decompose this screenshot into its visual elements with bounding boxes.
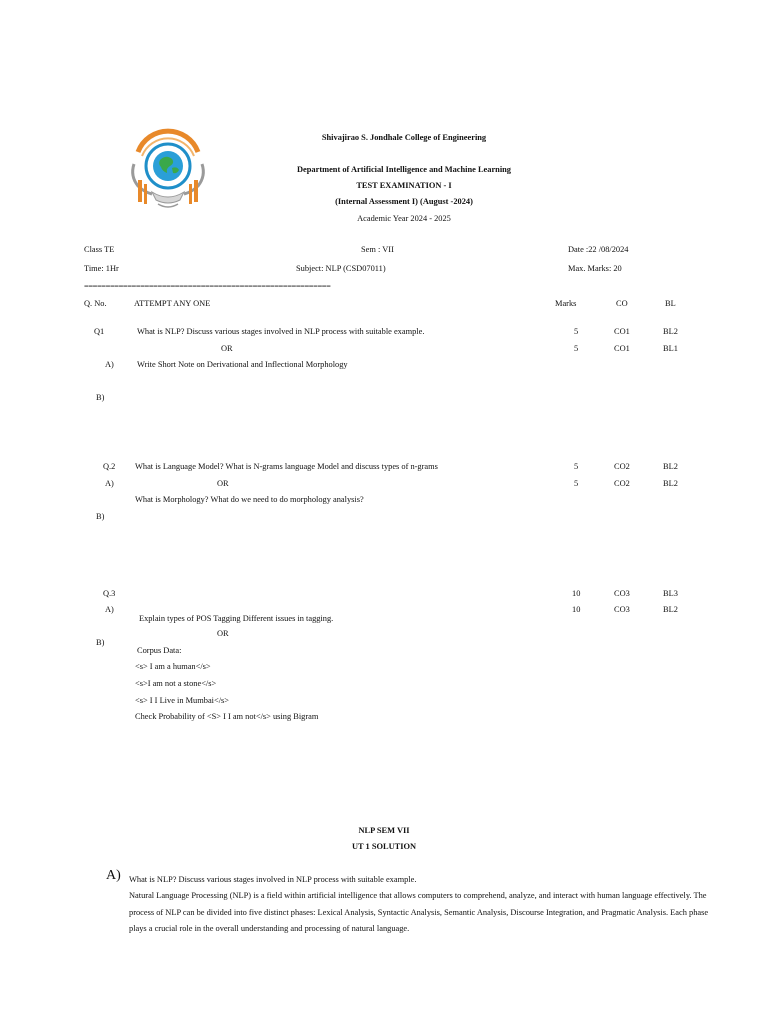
academic-year: Academic Year 2024 - 2025 [357, 214, 451, 223]
solution-subtitle: UT 1 SOLUTION [351, 842, 417, 851]
marks-header: Marks [555, 299, 577, 308]
instruction-header: ATTEMPT ANY ONE [134, 299, 211, 308]
solution-paragraph-line: process of NLP can be divided into five distinct phases: Lexical Analysis, Syntactic Analysis, Semantic Analysis, Discourse Integration, and Pragmatic Analysis. Each phase [129, 908, 709, 917]
q1-a-co: CO1 [614, 327, 630, 336]
co-header: CO [616, 299, 628, 308]
q2-b-co: CO2 [614, 479, 630, 488]
subject-label: Subject: NLP (CSD07011) [296, 264, 386, 273]
q1-a-marks: 5 [574, 327, 579, 336]
q3-or: OR [217, 629, 229, 638]
q1-b-text: Write Short Note on Derivational and Inflectional Morphology [137, 360, 348, 369]
bl-header: BL [665, 299, 676, 308]
q2-a-label: A) [105, 479, 114, 488]
q2-a-bl: BL2 [663, 462, 678, 471]
q2-or: OR [217, 479, 229, 488]
q3-a-label: A) [105, 605, 114, 614]
q3-corpus-line: <s>I am not a stone</s> [135, 679, 217, 688]
solution-paragraph-line: Natural Language Processing (NLP) is a field within artificial intelligence that allows computers to comprehend, analyze, and interact with human language effectively. The [129, 891, 707, 900]
q1-a-text: What is NLP? Discuss various stages involved in NLP process with suitable example. [137, 327, 425, 336]
q2-number: Q.2 [103, 462, 116, 471]
q1-b-co: CO1 [614, 344, 630, 353]
q2-b-label: B) [96, 512, 105, 521]
q1-number: Q1 [94, 327, 105, 336]
q1-a-bl: BL2 [663, 327, 678, 336]
college-name: Shivajirao S. Jondhale College of Engineering [321, 133, 487, 142]
q2-b-bl: BL2 [663, 479, 678, 488]
max-marks-label: Max. Marks: 20 [568, 264, 622, 273]
time-label: Time: 1Hr [84, 264, 119, 273]
q3-a-text: Explain types of POS Tagging Different issues in tagging. [139, 614, 334, 623]
q2-b-marks: 5 [574, 479, 579, 488]
q2-a-text: What is Language Model? What is N-grams language Model and discuss types of n-grams [135, 462, 438, 471]
q3-b-text: Check Probability of <S> I I am not</s> using Bigram [135, 712, 319, 721]
solution-marker: A) [106, 868, 121, 883]
q2-b-text: What is Morphology? What do we need to do morphology analysis? [135, 495, 364, 504]
q3-corpus-line: <s> I am a human</s> [135, 662, 211, 671]
q3-a-marks: 10 [572, 589, 581, 598]
separator-line: ========================================================= [84, 282, 331, 291]
qno-header: Q. No. [84, 299, 107, 308]
q3-corpus-title: Corpus Data: [137, 646, 182, 655]
q1-a-label: A) [105, 360, 114, 369]
date-label: Date :22 /08/2024 [568, 245, 629, 254]
q3-b-marks: 10 [572, 605, 581, 614]
q2-a-co: CO2 [614, 462, 630, 471]
q1-b-bl: BL1 [663, 344, 678, 353]
exam-title: TEST EXAMINATION - I [356, 181, 452, 190]
q1-b-label: B) [96, 393, 105, 402]
q3-corpus-line: <s> I I Live in Mumbai</s> [135, 696, 230, 705]
solution-paragraph-line: plays a crucial role in the overall understanding and processing of natural language. [129, 924, 410, 933]
solution-question: What is NLP? Discuss various stages involved in NLP process with suitable example. [129, 875, 417, 884]
q3-b-label: B) [96, 638, 105, 647]
class-label: Class TE [84, 245, 115, 254]
q3-b-bl: BL2 [663, 605, 678, 614]
assessment-title: (Internal Assessment I) (August -2024) [335, 197, 473, 206]
sem-label: Sem : VII [361, 245, 394, 254]
q3-a-co: CO3 [614, 589, 630, 598]
q1-b-marks: 5 [574, 344, 579, 353]
department-name: Department of Artificial Intelligence and Machine Learning [297, 165, 511, 174]
q2-a-marks: 5 [574, 462, 579, 471]
q3-a-bl: BL3 [663, 589, 678, 598]
college-emblem-logo [124, 122, 212, 214]
q3-number: Q.3 [103, 589, 116, 598]
q1-or: OR [221, 344, 233, 353]
solution-title: NLP SEM VII [358, 826, 410, 835]
q3-b-co: CO3 [614, 605, 630, 614]
